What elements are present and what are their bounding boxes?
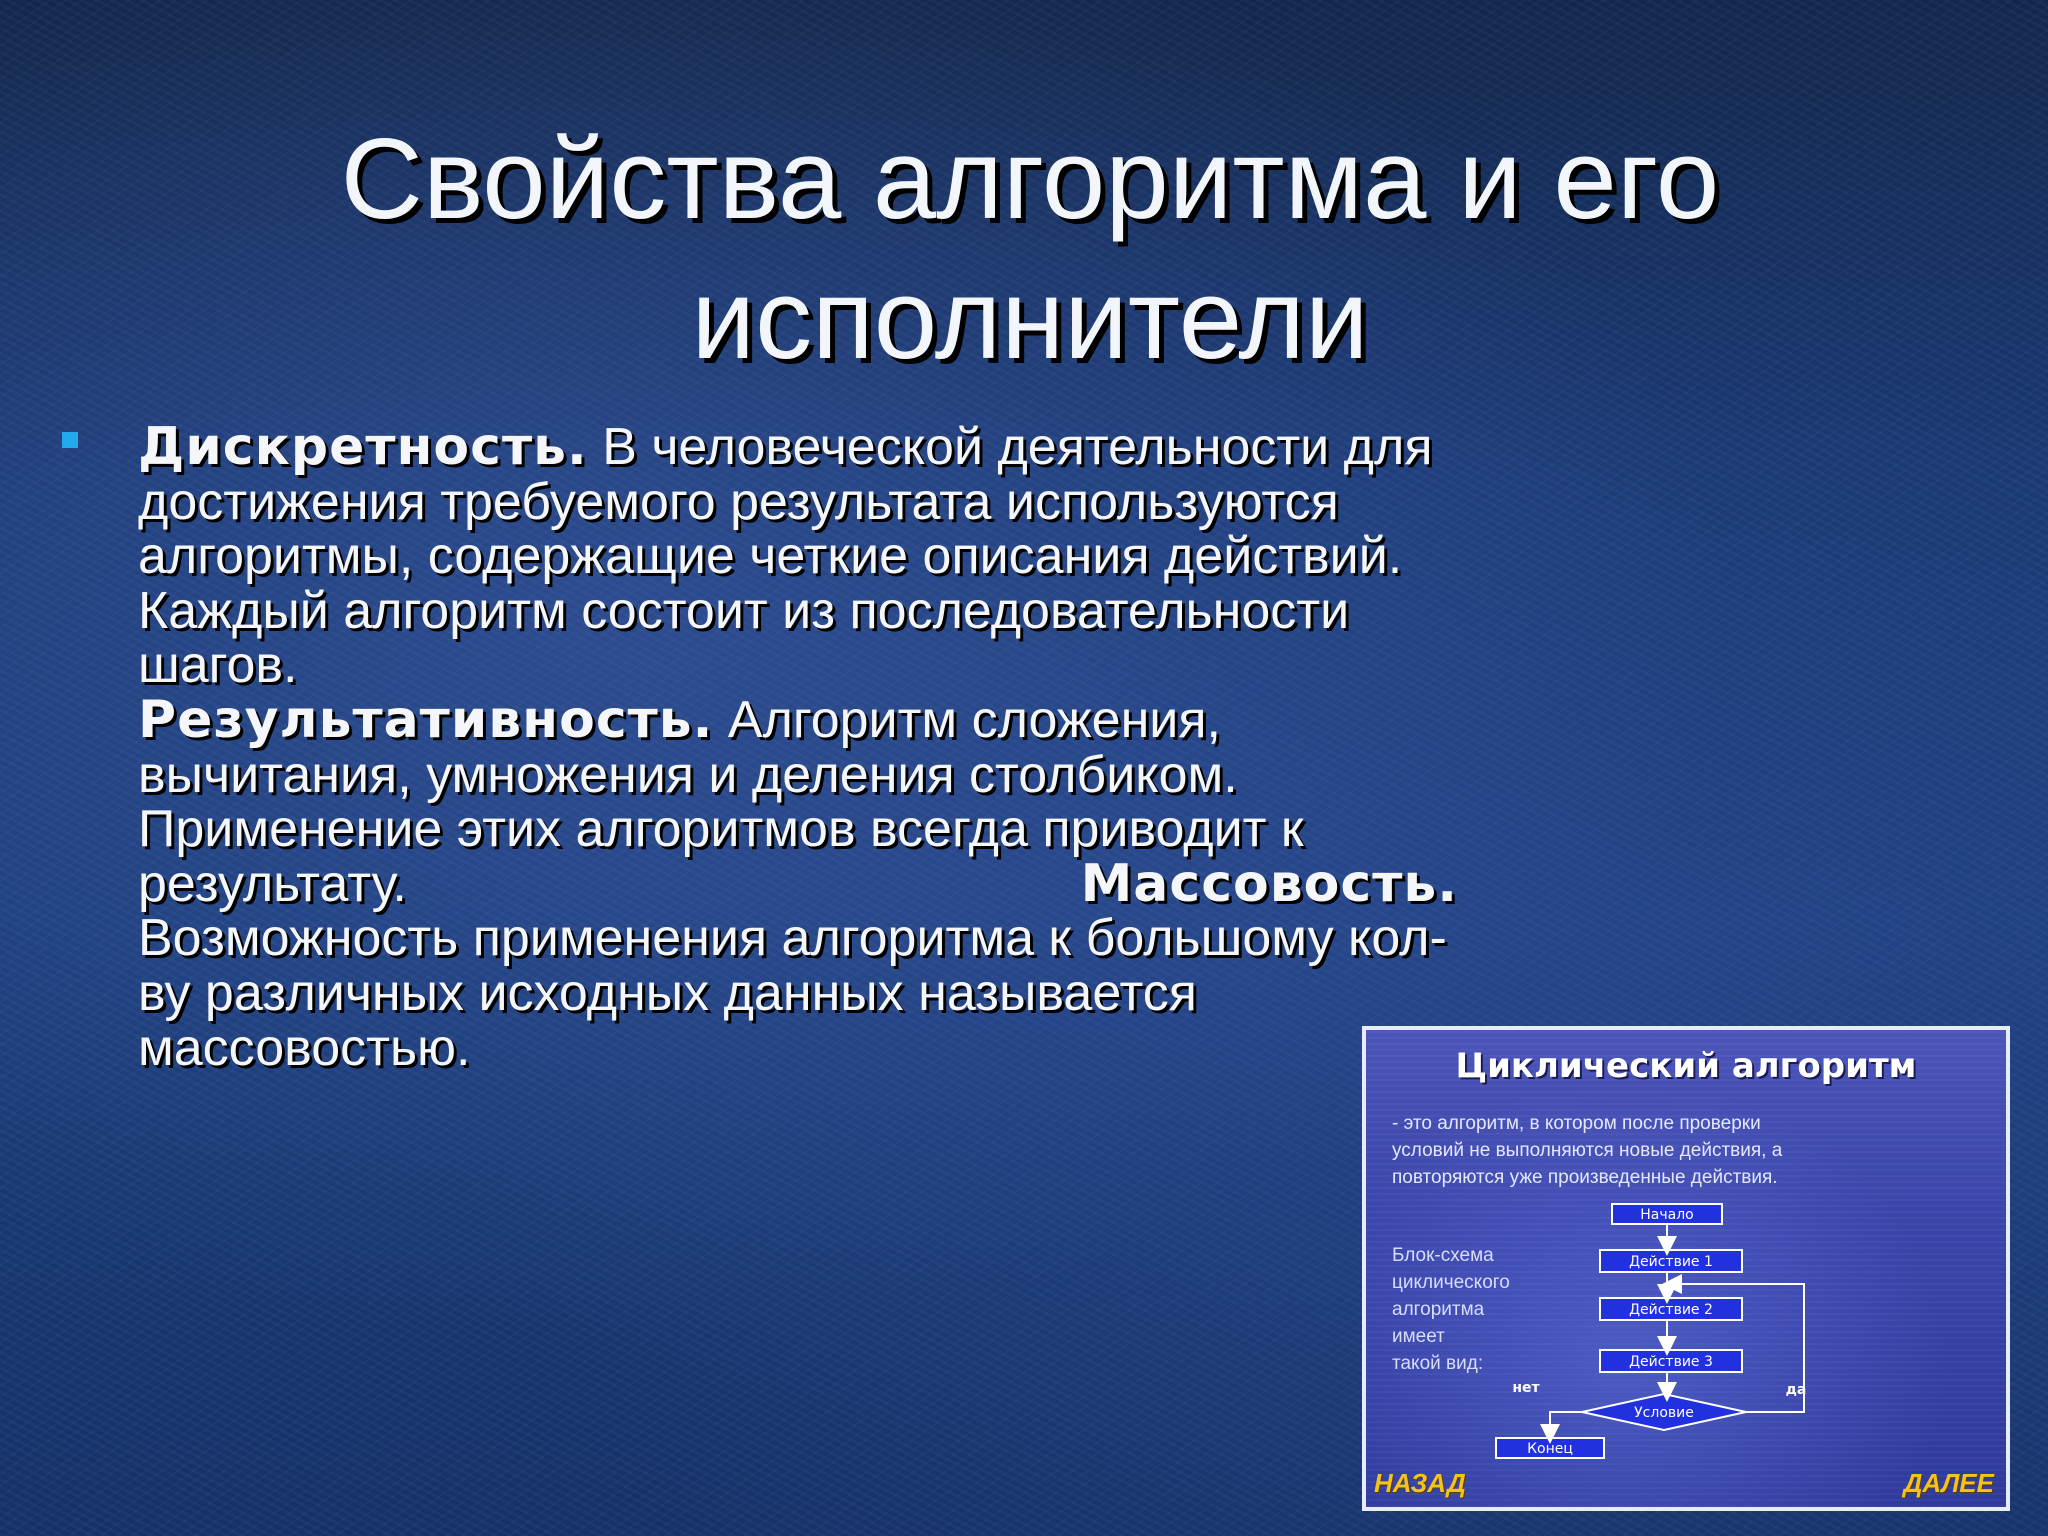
- flow-action3-label: Действие 3: [1629, 1354, 1713, 1370]
- effectiveness-mass-row: [138, 853, 1458, 914]
- effectiveness-text: Алгоритм сложения, вычитания, умножения и деления столбиком. Применение этих алгоритмов всегда приводит к: [138, 690, 1304, 859]
- embedded-desc-line: условий не выполняются новые действия, а: [1392, 1140, 1783, 1161]
- mass-text: Возможность применения алгоритма к большому кол-ву различных исходных данных называется массовостью.: [138, 909, 1447, 1077]
- mass-term: Массовость.: [1080, 853, 1458, 914]
- flowchart-diagram: [1366, 1030, 2006, 1507]
- flow-yes-label: да: [1785, 1382, 1807, 1398]
- side-note-line: циклического: [1392, 1272, 1510, 1293]
- flow-action2-label: Действие 2: [1629, 1302, 1713, 1318]
- discreteness-term: Дискретность.: [138, 417, 588, 477]
- effectiveness-end: результату.: [138, 854, 407, 913]
- discreteness-paragraph: [138, 417, 1458, 695]
- flow-no-label: нет: [1512, 1380, 1540, 1396]
- side-note-line: такой вид:: [1392, 1353, 1484, 1374]
- body-paragraph: [138, 417, 1458, 1077]
- flow-condition-label: Условие: [1634, 1405, 1694, 1421]
- flow-start-label: Начало: [1640, 1207, 1694, 1223]
- embedded-desc-line: - это алгоритм, в котором после проверки: [1392, 1113, 1761, 1134]
- nav-next-button[interactable]: ДАЛЕЕ: [1903, 1468, 1994, 1498]
- embedded-slide-cyclic-algorithm: [1362, 1026, 2010, 1511]
- embedded-desc-line: повторяются уже произведенные действия.: [1392, 1167, 1778, 1188]
- flow-end-label: Конец: [1527, 1441, 1573, 1457]
- effectiveness-paragraph: [138, 689, 1458, 859]
- slide-title-line-1: Свойства алгоритма и его: [340, 116, 1720, 243]
- flow-exit-line: [1550, 1412, 1582, 1434]
- flow-action1-label: Действие 1: [1629, 1254, 1713, 1270]
- side-note-line: Блок-схема: [1392, 1245, 1494, 1266]
- side-note-line: имеет: [1392, 1326, 1445, 1347]
- nav-back-button[interactable]: НАЗАД: [1374, 1468, 1466, 1498]
- slide-title-line-2: исполнители: [691, 256, 1369, 383]
- embedded-slide-title: Циклический алгоритм: [1455, 1046, 1917, 1086]
- bullet-square-icon: [62, 432, 78, 448]
- side-note-line: алгоритма: [1392, 1299, 1485, 1320]
- effectiveness-term: Результативность.: [138, 689, 714, 750]
- discreteness-text: В человеческой деятельности для достижения требуемого результата используются алгоритмы, содержащие четкие описания действий. Каждый алгоритм состоит из последовательности шагов.: [138, 418, 1433, 695]
- slide-title: [160, 110, 1900, 390]
